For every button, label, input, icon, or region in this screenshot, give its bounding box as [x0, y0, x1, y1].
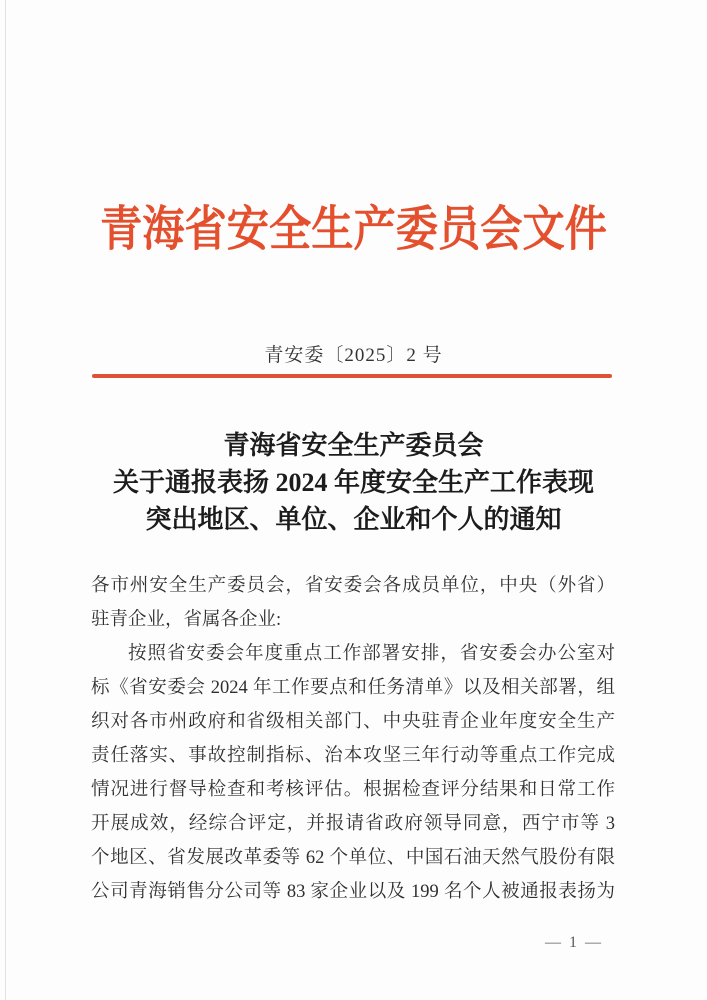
notice-title-line-1: 青海省安全生产委员会: [223, 431, 484, 460]
paragraph-line: 个地区、省发展改革委等 62 个单位、中国石油天然气股份有限: [91, 848, 615, 868]
notice-title: [0, 427, 707, 538]
page-number: — 1 —: [545, 934, 603, 951]
paragraph-line: 公司青海销售分公司等 83 家企业以及 199 名个人被通报表扬为: [91, 882, 615, 902]
notice-title-line-3: 突出地区、单位、企业和个人的通知: [145, 505, 562, 534]
document-header-title: 青海省安全生产委员会文件: [100, 203, 607, 256]
document-number: 青安委〔2025〕2 号: [264, 345, 443, 366]
salutation-line: 各市州安全生产委员会，省安委会各成员单位，中央（外省）: [91, 576, 615, 596]
notice-title-line-2: 关于通报表扬 2024 年度安全生产工作表现: [112, 468, 594, 497]
paragraph-line: 按照省安委会年度重点工作部署安排，省安委会办公室对: [128, 644, 615, 664]
paragraph-line: 织对各市州政府和省级相关部门、中央驻青企业年度安全生产: [91, 712, 615, 732]
paragraph-line: 开展成效，经综合评定，并报请省政府领导同意，西宁市等 3: [91, 814, 615, 834]
paragraph-line: 标《省安委会 2024 年工作要点和任务清单》以及相关部署，组: [91, 678, 615, 698]
paragraph-line: 情况进行督导检查和考核评估。根据检查评分结果和日常工作: [91, 780, 615, 800]
red-divider-line: [92, 374, 612, 378]
document-body: [91, 569, 615, 909]
paragraph-line: 责任落实、事故控制指标、治本攻坚三年行动等重点工作完成: [91, 746, 615, 766]
salutation-line: 驻青企业，省属各企业:: [91, 610, 282, 630]
